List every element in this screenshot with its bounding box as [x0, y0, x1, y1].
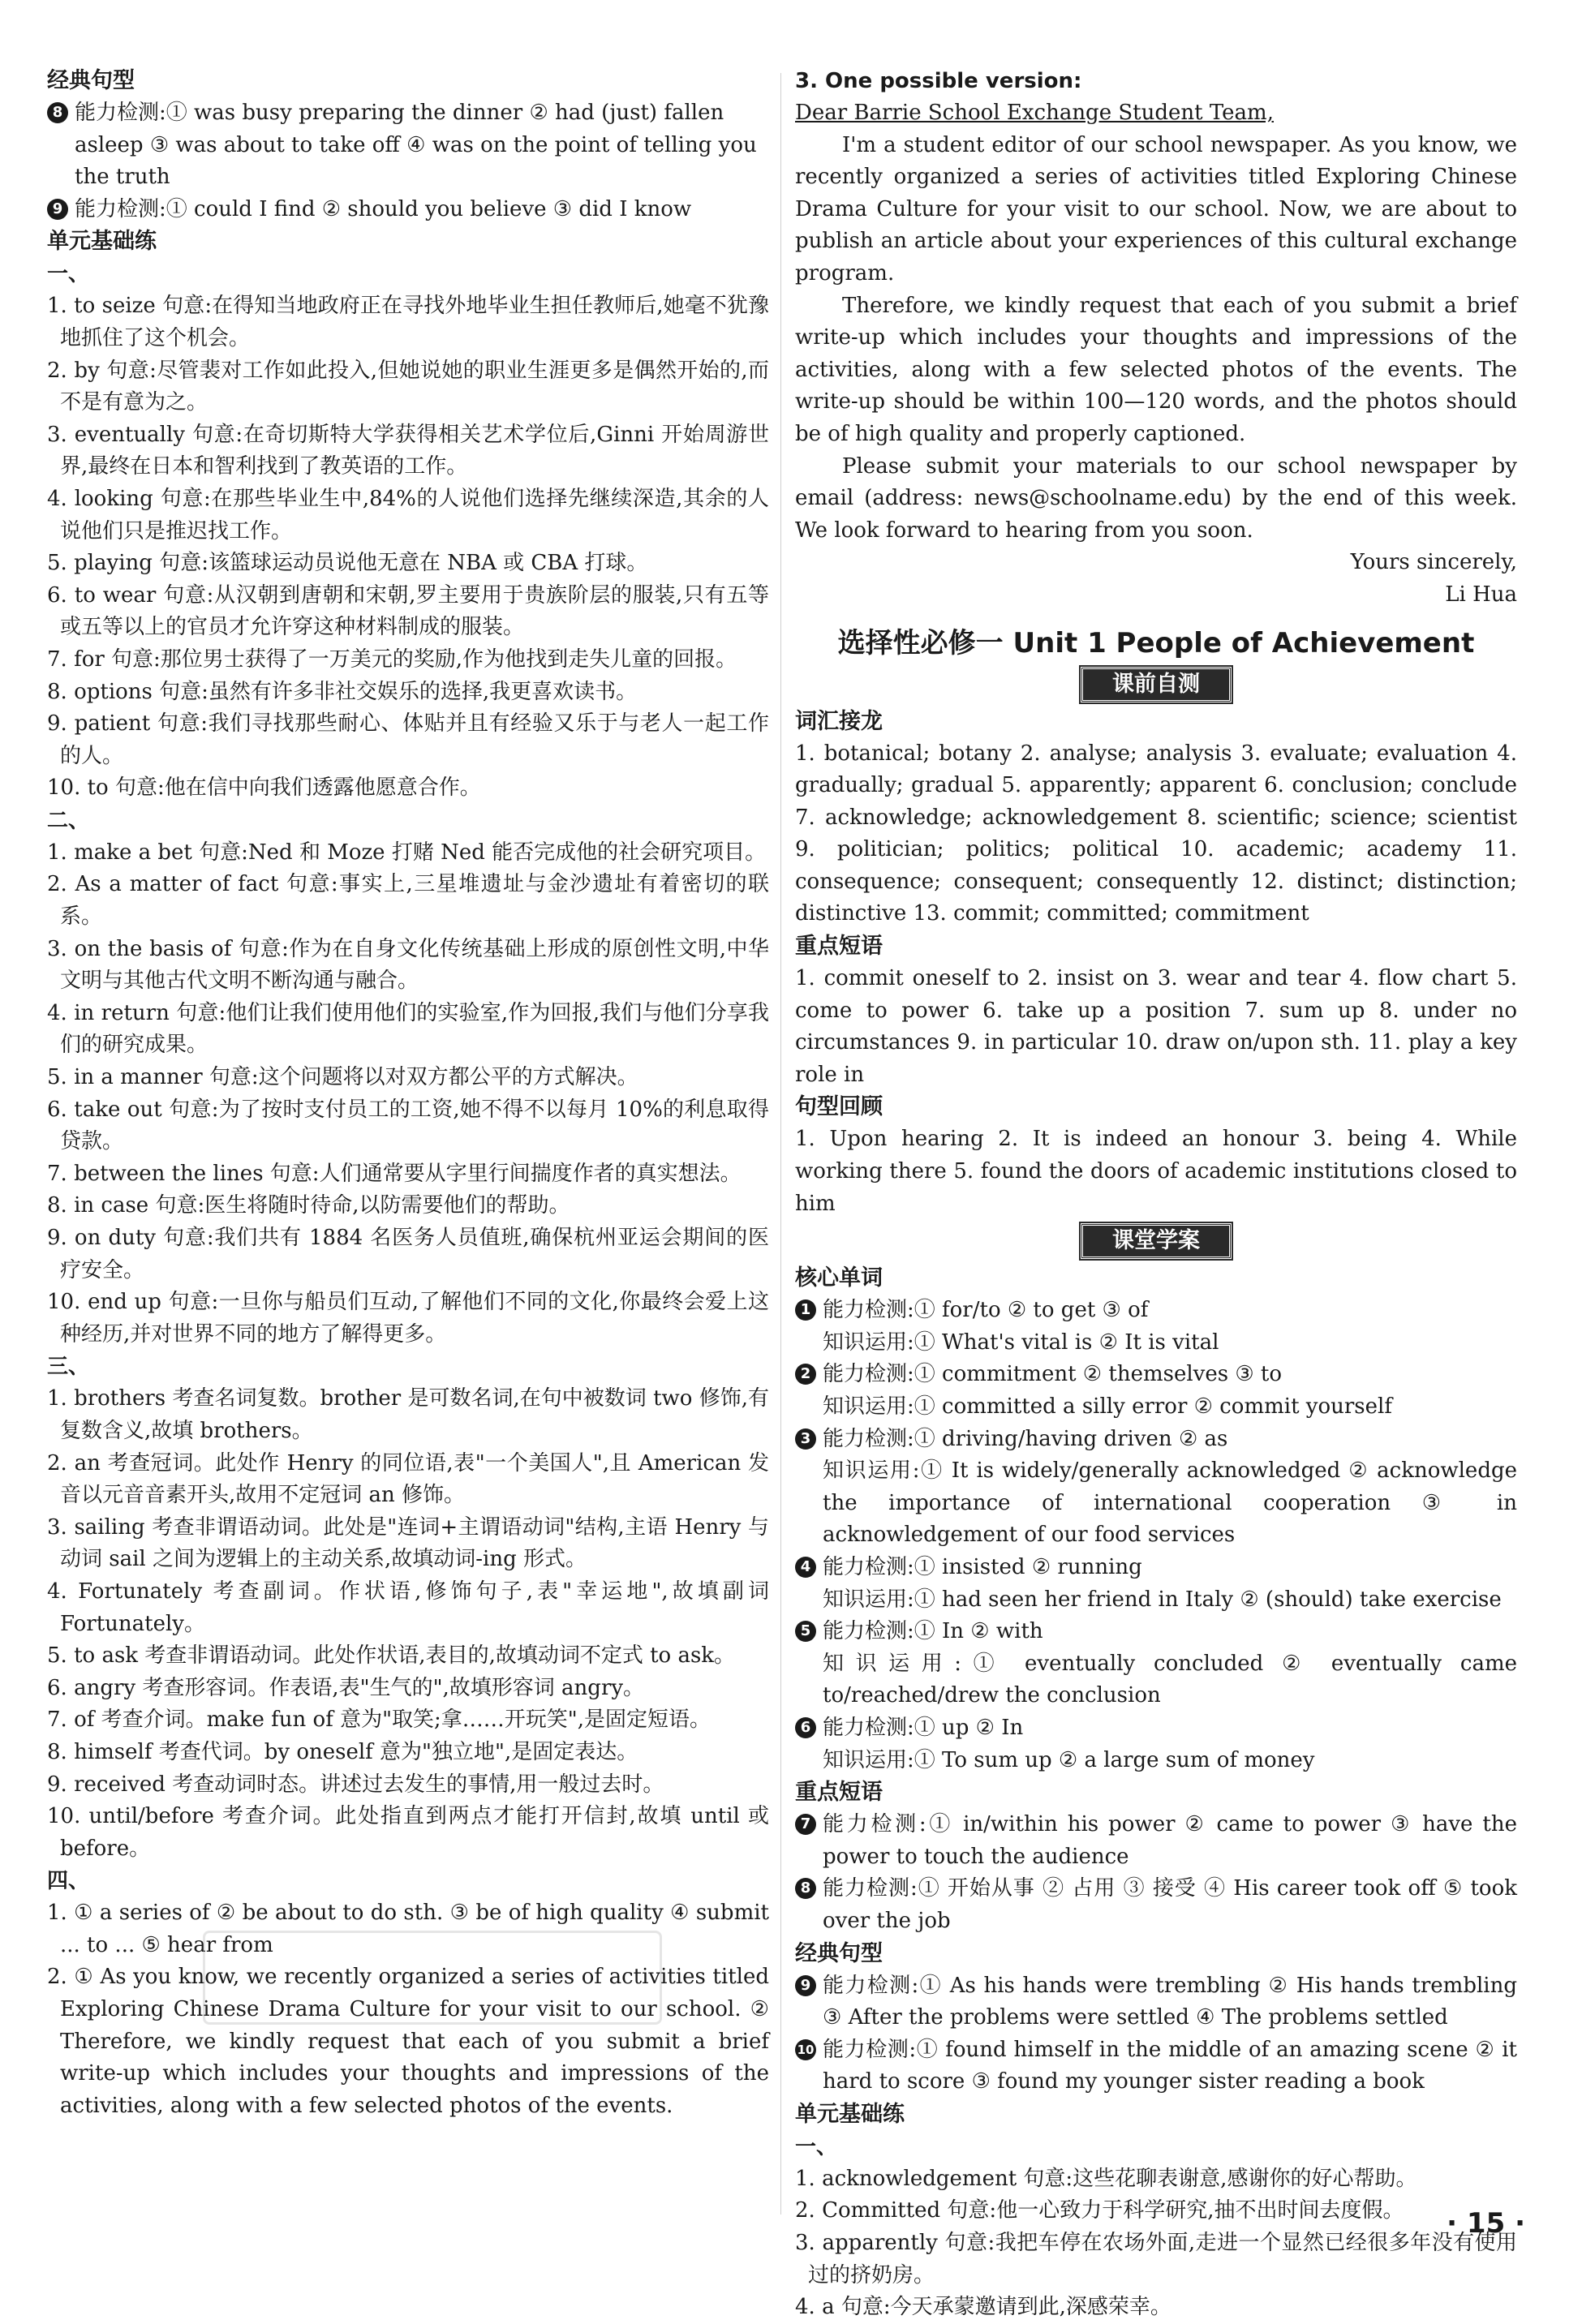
core-word-item [795, 1712, 1517, 1776]
part-heading-right-1: 一、 [795, 2134, 838, 2159]
answer-item: 4. in return 句意:他们让我们使用他们的实验室,作为回报,我们与他们分享我们的研究成果。 [47, 1000, 769, 1058]
answer-item: 4. Fortunately 考查副词。作状语,修饰句子,表"幸运地",故填副词 Fortunately。 [47, 1579, 769, 1636]
section-title-classic: 经典句型 [47, 68, 135, 93]
answer-list-part2 [47, 837, 769, 1351]
answer-item: 6. take out 句意:为了按时支付员工的工资,她不得不以每月 10%的利息取得贷款。 [47, 1097, 769, 1154]
version-label: 3. One possible version: [795, 69, 1082, 93]
number-badge: 7 [795, 1814, 816, 1835]
core-word-item-body [823, 1424, 1517, 1552]
number-badge: 6 [795, 1717, 816, 1738]
number-badge: 4 [795, 1557, 816, 1578]
exercise-line: 能力检测:① insisted ② running [823, 1554, 1142, 1579]
section-title-classic-patterns: 经典句型 [795, 1940, 883, 1966]
exercise-line: 知识运用:① committed a silly error ② commit yourself [823, 1394, 1392, 1419]
exercise-line: 知识运用:① It is widely/generally acknowledged ② acknowledge the importance of international cooperation ③ in acknowledgement of our food services [823, 1458, 1517, 1548]
answer-item: 7. of 考查介词。make fun of 意为"取笑;拿……开玩笑",是固定短语。 [47, 1708, 711, 1733]
exercise-line: 能力检测:① driving/having driven ② as [823, 1426, 1228, 1451]
core-word-list [795, 1295, 1517, 1776]
key-phrase-item [795, 1809, 1517, 1873]
answer-item: 2. an 考查冠词。此处作 Henry 的同位语,表"一个美国人",且 American 发音以元音音素开头,故用不定冠词 an 修饰。 [47, 1450, 769, 1508]
number-badge: 9 [795, 1975, 816, 1996]
left-column [47, 65, 769, 2122]
answer-item: 3. sailing 考查非谓语动词。此处是"连词+主谓语动词"结构,主语 Henry 与动词 sail 之间为逻辑上的主动关系,故填动词-ing 形式。 [47, 1514, 769, 1572]
answer-item: 10. until/before 考查介词。此处指直到两点才能打开信封,故填 until 或 before。 [47, 1804, 769, 1861]
number-badge: 8 [795, 1878, 816, 1899]
section-title-vocab: 词汇接龙 [795, 708, 883, 734]
number-badge: 1 [795, 1299, 816, 1321]
answer-item: 1. to seize 句意:在得知当地政府正在寻找外地毕业生担任教师后,她毫不犹豫地抓住了这个机会。 [47, 294, 769, 350]
answer-item: 9. received 考查动词时态。讲述过去发生的事情,用一般过去时。 [47, 1772, 664, 1797]
banner-classroom-label: 课堂学案 [1081, 1223, 1232, 1259]
section-title-key-phrases: 重点短语 [795, 1780, 883, 1806]
banner-pretest-label: 课前自测 [1081, 667, 1232, 702]
answer-item: 2. Committed 句意:他一心致力于科学研究,抽不出时间去度假。 [795, 2198, 1404, 2223]
answer-item: 3. apparently 句意:我把车停在农场外面,走进一个显然已经很多年没有使用过的挤奶房。 [795, 2231, 1517, 2287]
core-word-item [795, 1552, 1517, 1616]
number-badge-8: 8 [47, 102, 68, 123]
number-badge-9: 9 [47, 199, 68, 220]
part-heading-1: 一、 [47, 262, 90, 287]
key-phrase-item-body [823, 1873, 1517, 1937]
answer-item: 10. to 句意:他在信中向我们透露他愿意合作。 [47, 775, 481, 801]
answer-list-part1 [47, 290, 769, 805]
letter-paragraph-1: I'm a student editor of our school newspaper. As you know, we recently organized a series of activities titled Exploring Chinese Drama Culture for your visit to our school. Now, we are about to publish an article about your experiences of this cultural exchange program. [795, 132, 1517, 286]
core-word-item-body [823, 1359, 1517, 1423]
answer-item: 3. on the basis of 句意:作为在自身文化传统基础上形成的原创性文明,中华文明与其他古代文明不断沟通与融合。 [47, 936, 769, 994]
answer-item: 2. by 句意:尽管裴对工作如此投入,但她说她的职业生涯更多是偶然开始的,而不是有意为之。 [47, 358, 769, 415]
answer-item: 5. playing 句意:该篮球运动员说他无意在 NBA 或 CBA 打球。 [47, 551, 648, 576]
pattern-answers: 1. Upon hearing 2. It is indeed an honour 3. being 4. While working there 5. found the doors of academic institutions closed to him [795, 1127, 1517, 1216]
classic-pattern-item [795, 1970, 1517, 2034]
answer-item: 9. patient 句意:我们寻找那些耐心、体贴并且有经验又乐于与老人一起工作的人。 [47, 711, 769, 768]
answer-item: 7. between the lines 句意:人们通常要从字里行间揣度作者的真实想法。 [47, 1161, 742, 1186]
vocab-answers: 1. botanical; botany 2. analyse; analysis 3. evaluate; evaluation 4. gradually; gradual 5. apparently; apparent 6. conclusion; conclude 7. acknowledge; acknowledgement 8. scientific; science; scientist 9. politician; politics; political 10. academic; academy 11. consequence; consequent; consequently 12. distinct; distinction; distinctive 13. commit; committed; commitment [795, 741, 1517, 926]
part4-answer-2: 2. ① As you know, we recently organized a series of activities titled Exploring Chinese Drama Culture for your visit to our school. ② Therefore, we kindly request that each of you submit a brief write-up which includes your thoughts and impressions of the activities, along with a few selected photos of the events. [47, 1965, 769, 2118]
exercise-line: 能力检测:① in/within his power ② came to power ③ have the power to touch the audience [823, 1812, 1517, 1869]
answer-list-part3 [47, 1383, 769, 1865]
exercise-line: 能力检测:① found himself in the middle of an amazing scene ② it hard to score ③ found my younger sister reading a book [823, 2037, 1517, 2094]
answer-item: 6. angry 考查形容词。作表语,表"生气的",故填形容词 angry。 [47, 1675, 645, 1700]
phrase-answers: 1. commit oneself to 2. insist on 3. wear and tear 4. flow chart 5. come to power 6. take up a position 7. sum up 8. under no circumstances 9. in particular 10. draw on/upon sth. 11. play a key role in [795, 966, 1517, 1087]
classic-pattern-list [795, 1970, 1517, 2098]
classic-item-9-text: 能力检测:① could I find ② should you believe ③ did I know [75, 196, 692, 221]
key-phrase-item [795, 1873, 1517, 1937]
number-badge: 10 [795, 2039, 816, 2060]
section-title-patterns: 句型回顾 [795, 1094, 883, 1120]
classic-pattern-item [795, 2034, 1517, 2098]
answer-item: 4. a 句意:今天承蒙邀请到此,深感荣幸。 [795, 2295, 1171, 2320]
answer-item: 1. make a bet 句意:Ned 和 Moze 打赌 Ned 能否完成他的社会研究项目。 [47, 840, 767, 865]
exercise-line: 能力检测:① 开始从事 ② 占用 ③ 接受 ④ His career took off ⑤ took over the job [823, 1876, 1517, 1933]
core-word-item-body [823, 1712, 1517, 1776]
answer-item: 2. As a matter of fact 句意:事实上,三星堆遗址与金沙遗址有着密切的联系。 [47, 872, 769, 930]
exercise-line: 能力检测:① In ② with [823, 1619, 1043, 1644]
section-title-unit-basic: 单元基础练 [47, 229, 157, 255]
section-title-core-words: 核心单词 [795, 1265, 883, 1291]
core-word-item-body [823, 1616, 1517, 1712]
answer-item: 8. himself 考查代词。by oneself 意为"独立地",是固定表达。 [47, 1739, 638, 1764]
letter-paragraph-2: Therefore, we kindly request that each of you submit a brief write-up which includes your thoughts and impressions of the activities, along with a few selected photos of the events. The write-up should be within 100—120 words, and the photos should be of high quality and properly captioned. [795, 293, 1517, 446]
part4-answer-1: 1. ① a series of ② be about to do sth. ③ be of high quality ④ submit ... to ... ⑤ hear from [47, 1901, 769, 1957]
letter-signature: Li Hua [1445, 582, 1517, 607]
key-phrase-list [795, 1809, 1517, 1937]
core-word-item [795, 1359, 1517, 1423]
exercise-line: 能力检测:① up ② In [823, 1715, 1024, 1740]
letter-paragraph-3: Please submit your materials to our school newspaper by email (address: news@schoolname.edu) by the end of this week. We look forward to hearing from you soon. [795, 453, 1517, 543]
core-word-item-body [823, 1552, 1517, 1616]
answer-item: 1. acknowledgement 句意:这些花聊表谢意,感谢你的好心帮助。 [795, 2166, 1417, 2191]
section-title-phrases: 重点短语 [795, 934, 883, 960]
classic-pattern-item-body [823, 2034, 1517, 2098]
part-heading-2: 二、 [47, 808, 90, 833]
exercise-line: 能力检测:① commitment ② themselves ③ to [823, 1362, 1283, 1387]
part-heading-4: 四、 [47, 1869, 90, 1894]
classic-pattern-item-body [823, 1970, 1517, 2034]
banner-pretest [795, 667, 1517, 702]
answer-item: 8. options 句意:虽然有许多非社交娱乐的选择,我更喜欢读书。 [47, 679, 638, 704]
core-word-item [795, 1616, 1517, 1712]
number-badge: 5 [795, 1621, 816, 1642]
basic-answer-list [795, 2163, 1517, 2324]
answer-item: 5. to ask 考查非谓语动词。此处作状语,表目的,故填动词不定式 to ask。 [47, 1643, 736, 1669]
column-divider [780, 73, 781, 2214]
answer-item: 3. eventually 句意:在奇切斯特大学获得相关艺术学位后,Ginni 开始周游世界,最终在日本和智利找到了教英语的工作。 [47, 422, 769, 479]
core-word-item-body [823, 1295, 1517, 1359]
answer-item: 5. in a manner 句意:这个问题将以对双方都公平的方式解决。 [47, 1065, 638, 1090]
exercise-line: 能力检测:① As his hands were trembling ② His hands trembling ③ After the problems were settled ④ The problems settled [823, 1973, 1517, 2030]
number-badge: 3 [795, 1428, 816, 1450]
banner-classroom [795, 1223, 1517, 1259]
core-word-item [795, 1295, 1517, 1359]
exercise-line: 知识运用:① eventually concluded ② eventually came to/reached/drew the conclusion [823, 1651, 1517, 1708]
answer-item: 9. on duty 句意:我们共有 1884 名医务人员值班,确保杭州亚运会期间的医疗安全。 [47, 1226, 769, 1282]
answer-item: 7. for 句意:那位男士获得了一万美元的奖励,作为他找到走失儿童的回报。 [47, 647, 737, 672]
number-badge: 2 [795, 1364, 816, 1385]
page-number: · 15 · [1447, 2207, 1525, 2240]
exercise-line: 知识运用:① What's vital is ② It is vital [823, 1330, 1219, 1355]
classic-item-9 [47, 194, 769, 226]
part-heading-3: 三、 [47, 1355, 90, 1380]
core-word-item [795, 1424, 1517, 1552]
right-column [795, 65, 1517, 2324]
answer-item: 6. to wear 句意:从汉朝到唐朝和宋朝,罗主要用于贵族阶层的服装,只有五等或五等以上的官员才允许穿这种材料制成的服装。 [47, 582, 769, 640]
section-title-unit-basic-right: 单元基础练 [795, 2101, 905, 2127]
unit-title: 选择性必修一 Unit 1 People of Achievement [837, 626, 1475, 659]
key-phrase-item-body [823, 1809, 1517, 1873]
answer-item: 10. end up 句意:一旦你与船员们互动,了解他们不同的文化,你最终会爱上这种经历,并对世界不同的地方了解得更多。 [47, 1290, 769, 1347]
answer-item: 1. brothers 考查名词复数。brother 是可数名词,在句中被数词 two 修饰,有复数含义,故填 brothers。 [47, 1386, 769, 1443]
exercise-line: 知识运用:① had seen her friend in Italy ② (should) take exercise [823, 1587, 1502, 1612]
letter-greeting: Dear Barrie School Exchange Student Team, [795, 101, 1274, 125]
classic-item-8 [47, 97, 769, 194]
exercise-line: 知识运用:① To sum up ② a large sum of money [823, 1747, 1315, 1772]
answer-item: 8. in case 句意:医生将随时待命,以防需要他们的帮助。 [47, 1193, 570, 1218]
answer-item: 4. looking 句意:在那些毕业生中,84%的人说他们选择先继续深造,其余的人说他们只是推迟找工作。 [47, 486, 769, 543]
classic-item-8-text: 能力检测:① was busy preparing the dinner ② had (just) fallen asleep ③ was about to take off ④ was on the point of telling you the truth [75, 101, 757, 190]
exercise-line: 能力检测:① for/to ② to get ③ of [823, 1298, 1149, 1323]
letter-closing: Yours sincerely, [1350, 550, 1517, 575]
